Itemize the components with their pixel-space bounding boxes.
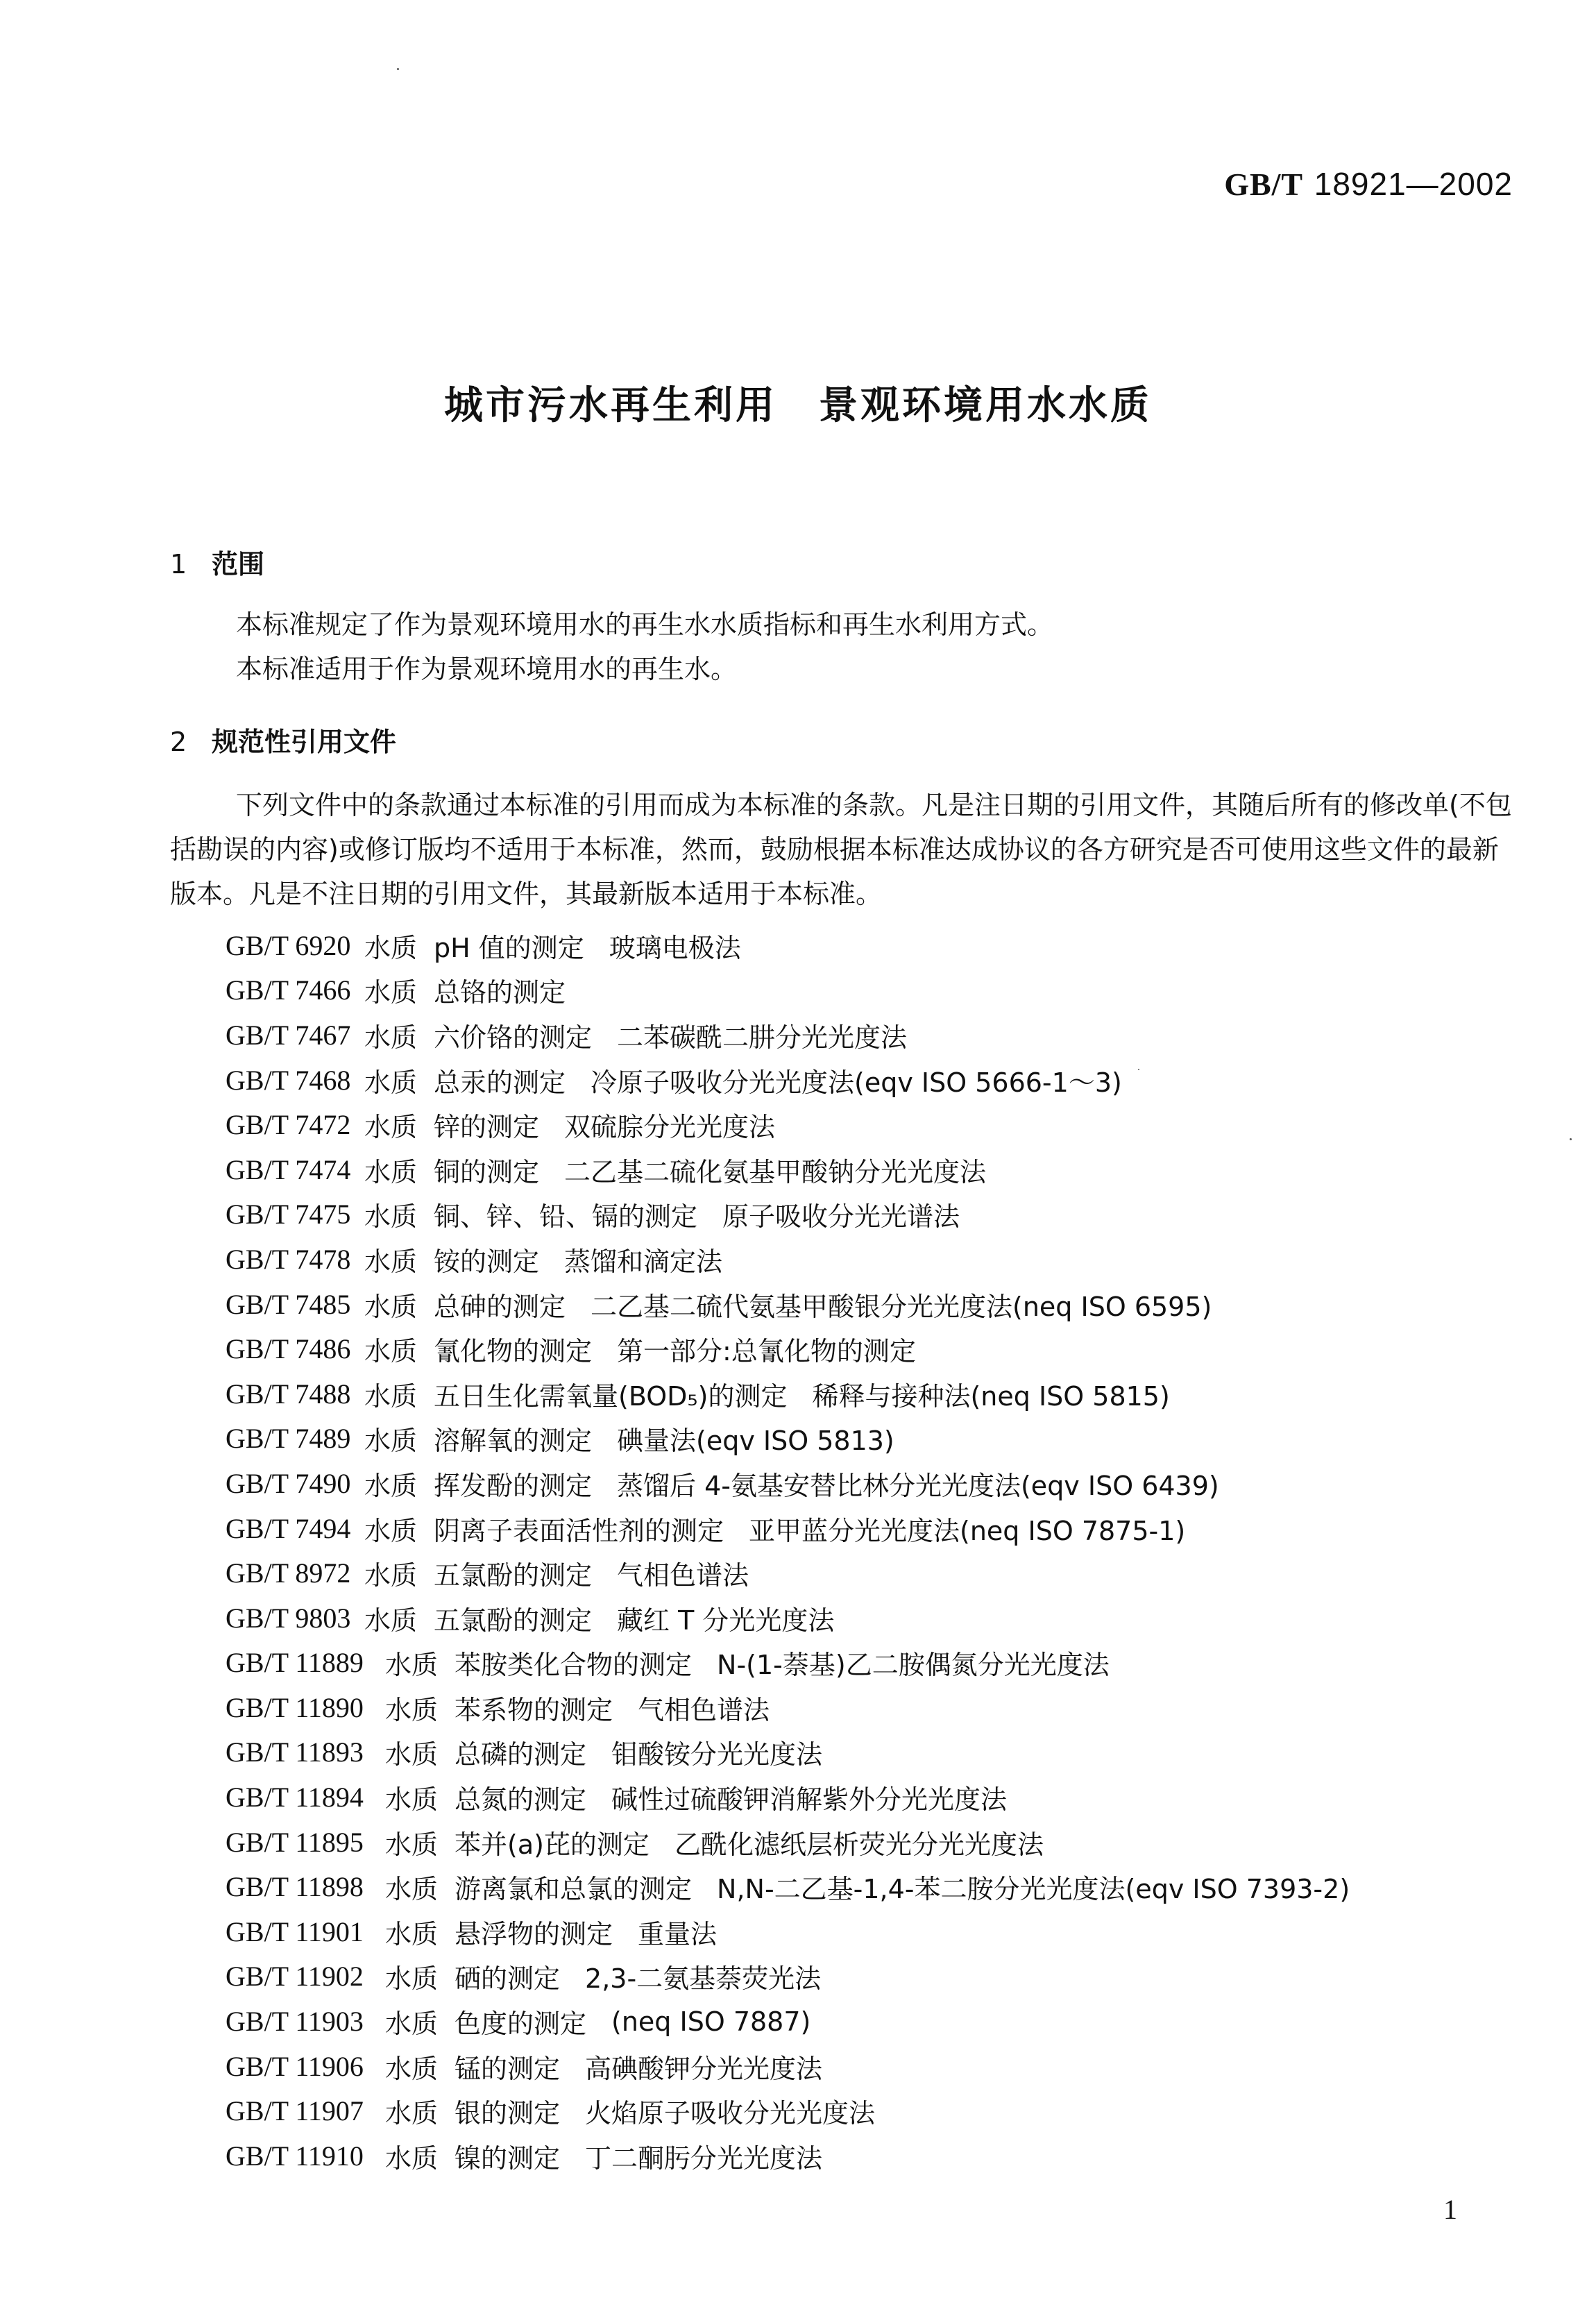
reference-item [226, 1730, 1350, 1775]
reference-item [226, 1820, 1350, 1865]
reference-subject: 铜的测定 [434, 1156, 540, 1187]
reference-item [226, 1954, 1350, 1999]
reference-subject: 六价铬的测定 [434, 1022, 593, 1053]
reference-subject: 五日生化需氧量(BOD₅)的测定 [434, 1380, 788, 1412]
reference-item [226, 1058, 1350, 1103]
reference-subject: 总磷的测定 [455, 1739, 587, 1770]
reference-item [226, 1102, 1350, 1147]
reference-category: 水质 [364, 1515, 418, 1546]
reference-method: 二苯碳酰二肼分光光度法 [617, 1022, 908, 1053]
reference-code: GB/T 11907 [226, 2095, 364, 2127]
reference-item [226, 2133, 1350, 2179]
reference-method: 第一部分:总氰化物的测定 [617, 1336, 916, 1367]
reference-item [226, 923, 1350, 968]
reference-method: 双硫腙分光光度法 [564, 1112, 776, 1143]
reference-subject: 镍的测定 [455, 2142, 561, 2174]
reference-subject: 游离氯和总氯的测定 [455, 1874, 693, 1905]
reference-code: GB/T 7474 [226, 1153, 351, 1185]
reference-method: 二乙基二硫代氨基甲酸银分光光度法(neq ISO 6595) [591, 1291, 1212, 1322]
reference-method: 碘量法(eqv ISO 5813) [617, 1426, 894, 1457]
section-title: 范围 [212, 549, 265, 580]
reference-category: 水质 [364, 1067, 418, 1098]
reference-category: 水质 [364, 1022, 418, 1053]
reference-item [226, 1550, 1350, 1596]
reference-method: (neq ISO 7887) [611, 2006, 811, 2037]
reference-subject: 苯系物的测定 [455, 1694, 613, 1725]
scan-speck [1570, 1138, 1572, 1140]
reference-subject: 挥发酚的测定 [434, 1470, 593, 1501]
reference-method: 丁二酮肟分光光度法 [585, 2142, 823, 2174]
reference-method: 稀释与接种法(neq ISO 5815) [812, 1380, 1170, 1412]
section-1-heading [170, 543, 264, 581]
standard-prefix: GB/T [1224, 167, 1304, 202]
reference-item [226, 1147, 1350, 1192]
document-title [0, 375, 1596, 430]
reference-subject: 溶解氧的测定 [434, 1426, 593, 1457]
reference-method: 二乙基二硫化氨基甲酸钠分光光度法 [564, 1156, 987, 1187]
reference-method: N,N-二乙基-1,4-苯二胺分光光度法(eqv ISO 7393-2) [717, 1874, 1350, 1905]
reference-category: 水质 [385, 1963, 439, 1995]
standard-number: 18921—2002 [1314, 166, 1513, 202]
section-number: 1 [170, 549, 187, 580]
reference-category: 水质 [385, 2008, 439, 2040]
section-number: 2 [170, 727, 187, 757]
reference-code: GB/T 7489 [226, 1423, 351, 1455]
reference-subject: 色度的测定 [455, 2008, 587, 2040]
reference-item [226, 1864, 1350, 1909]
reference-subject: 总砷的测定 [434, 1291, 566, 1322]
reference-method: 乙酰化滤纸层析荧光分光光度法 [674, 1829, 1044, 1860]
reference-method: 原子吸收分光光谱法 [722, 1201, 960, 1233]
reference-category: 水质 [364, 1560, 418, 1591]
reference-method: 气相色谱法 [638, 1694, 770, 1725]
reference-method: 火焰原子吸收分光光度法 [585, 2098, 876, 2129]
reference-code: GB/T 11901 [226, 1915, 364, 1947]
reference-item [226, 2044, 1350, 2089]
reference-category: 水质 [364, 1201, 418, 1233]
reference-method: 蒸馏后 4-氨基安替比林分光光度法(eqv ISO 6439) [617, 1470, 1219, 1501]
reference-item [226, 1192, 1350, 1237]
section-title: 规范性引用文件 [212, 727, 397, 757]
reference-category: 水质 [364, 1605, 418, 1636]
reference-category: 水质 [385, 1739, 439, 1770]
reference-subject: 硒的测定 [455, 1963, 561, 1995]
reference-category: 水质 [385, 1784, 439, 1816]
reference-item [226, 1326, 1350, 1371]
reference-category: 水质 [364, 1336, 418, 1367]
reference-subject: 铜、锌、铅、镉的测定 [434, 1201, 698, 1233]
reference-category: 水质 [364, 1112, 418, 1143]
reference-code: GB/T 7485 [226, 1288, 351, 1320]
reference-subject: 苯并(a)芘的测定 [455, 1829, 650, 1860]
reference-subject: 五氯酚的测定 [434, 1605, 593, 1636]
reference-code: GB/T 11910 [226, 2140, 364, 2172]
reference-item [226, 2088, 1350, 2133]
reference-item [226, 1596, 1350, 1641]
reference-subject: 苯胺类化合物的测定 [455, 1650, 693, 1681]
reference-subject: 总氮的测定 [455, 1784, 587, 1816]
reference-subject: 总铬的测定 [434, 977, 566, 1008]
reference-subject: 五氯酚的测定 [434, 1560, 593, 1591]
standard-code [1224, 165, 1513, 203]
reference-category: 水质 [364, 1246, 418, 1277]
reference-item [226, 1775, 1350, 1820]
reference-subject: 锰的测定 [455, 2053, 561, 2084]
reference-method: 钼酸铵分光光度法 [611, 1739, 823, 1770]
reference-code: GB/T 7472 [226, 1109, 351, 1141]
reference-code: GB/T 11895 [226, 1826, 364, 1858]
reference-method: 高碘酸钾分光光度法 [585, 2053, 823, 2084]
reference-code: GB/T 6920 [226, 929, 351, 961]
reference-code: GB/T 11890 [226, 1691, 364, 1723]
reference-method: 蒸馏和滴定法 [564, 1246, 723, 1277]
title-part-2: 景观环境用水水质 [819, 383, 1152, 428]
reference-item [226, 1461, 1350, 1506]
reference-subject: 锌的测定 [434, 1112, 540, 1143]
reference-code: GB/T 11898 [226, 1871, 364, 1903]
reference-method: 气相色谱法 [617, 1560, 749, 1591]
reference-subject: 氰化物的测定 [434, 1336, 593, 1367]
reference-category: 水质 [385, 1918, 439, 1949]
reference-category: 水质 [385, 2142, 439, 2174]
reference-method: 冷原子吸收分光光度法(eqv ISO 5666-1～3) [591, 1067, 1122, 1098]
reference-item [226, 1999, 1350, 2044]
reference-subject: 悬浮物的测定 [455, 1918, 613, 1949]
reference-item [226, 1371, 1350, 1416]
reference-category: 水质 [364, 977, 418, 1008]
scan-speck [397, 68, 399, 70]
reference-item [226, 1506, 1350, 1551]
reference-method: 玻璃电极法 [609, 932, 741, 963]
reference-category: 水质 [385, 2053, 439, 2084]
reference-category: 水质 [364, 1156, 418, 1187]
reference-code: GB/T 11893 [226, 1736, 364, 1768]
reference-category: 水质 [385, 1650, 439, 1681]
reference-item [226, 1013, 1350, 1058]
title-part-1: 城市污水再生利用 [444, 383, 777, 428]
reference-category: 水质 [364, 1470, 418, 1501]
reference-category: 水质 [364, 1380, 418, 1412]
reference-category: 水质 [385, 1694, 439, 1725]
reference-item [226, 1685, 1350, 1730]
reference-code: GB/T 7466 [226, 974, 351, 1006]
reference-code: GB/T 7490 [226, 1467, 351, 1499]
reference-code: GB/T 11889 [226, 1647, 364, 1679]
reference-method: 碱性过硫酸钾消解紫外分光光度法 [611, 1784, 1008, 1816]
reference-item [226, 1909, 1350, 1954]
reference-category: 水质 [364, 932, 418, 963]
reference-method: N-(1-萘基)乙二胺偶氮分光光度法 [717, 1650, 1110, 1681]
reference-code: GB/T 7468 [226, 1064, 351, 1096]
reference-category: 水质 [385, 1829, 439, 1860]
reference-method: 重量法 [638, 1918, 718, 1949]
section-2-heading [170, 720, 396, 759]
reference-code: GB/T 11903 [226, 2006, 364, 2038]
reference-method: 亚甲蓝分光光度法(neq ISO 7875-1) [749, 1515, 1186, 1546]
reference-code: GB/T 7475 [226, 1199, 351, 1230]
reference-item [226, 1237, 1350, 1282]
reference-item [226, 1282, 1350, 1327]
reference-method: 藏红 T 分光光度法 [617, 1605, 835, 1636]
section-2-paragraph-1: 下列文件中的条款通过本标准的引用而成为本标准的条款。凡是注日期的引用文件，其随后所有的修改单(不包括勘误的内容)或修订版均不适用于本标准，然而，鼓励根据本标准达成协议的各方研究是否可使用这些文件的最新版本。凡是不注日期的引用文件，其最新版本适用于本标准。 [170, 790, 1512, 909]
reference-code: GB/T 11906 [226, 2050, 364, 2082]
reference-category: 水质 [385, 1874, 439, 1905]
scan-speck [1138, 1069, 1139, 1070]
reference-code: GB/T 7478 [226, 1243, 351, 1275]
reference-subject: 银的测定 [455, 2098, 561, 2129]
reference-item [226, 1416, 1350, 1462]
reference-subject: 阴离子表面活性剂的测定 [434, 1515, 724, 1546]
reference-list [226, 923, 1350, 2179]
section-1-paragraph-2: 本标准适用于作为景观环境用水的再生水。 [236, 654, 738, 684]
reference-code: GB/T 11902 [226, 1961, 364, 1993]
page-number: 1 [1443, 2194, 1457, 2225]
reference-category: 水质 [385, 2098, 439, 2129]
reference-subject: 铵的测定 [434, 1246, 540, 1277]
reference-subject: 总汞的测定 [434, 1067, 566, 1098]
reference-code: GB/T 7488 [226, 1378, 351, 1410]
reference-code: GB/T 7467 [226, 1019, 351, 1051]
reference-code: GB/T 7494 [226, 1512, 351, 1544]
reference-code: GB/T 7486 [226, 1333, 351, 1365]
reference-code: GB/T 8972 [226, 1557, 351, 1589]
reference-category: 水质 [364, 1291, 418, 1322]
reference-category: 水质 [364, 1426, 418, 1457]
section-1-paragraph-1: 本标准规定了作为景观环境用水的再生水水质指标和再生水利用方式。 [236, 609, 1054, 640]
reference-code: GB/T 9803 [226, 1602, 351, 1634]
reference-item [226, 968, 1350, 1013]
reference-method: 2,3-二氨基萘荧光法 [585, 1963, 822, 1995]
reference-code: GB/T 11894 [226, 1782, 364, 1813]
reference-item [226, 1641, 1350, 1686]
reference-subject: pH 值的测定 [434, 932, 584, 963]
